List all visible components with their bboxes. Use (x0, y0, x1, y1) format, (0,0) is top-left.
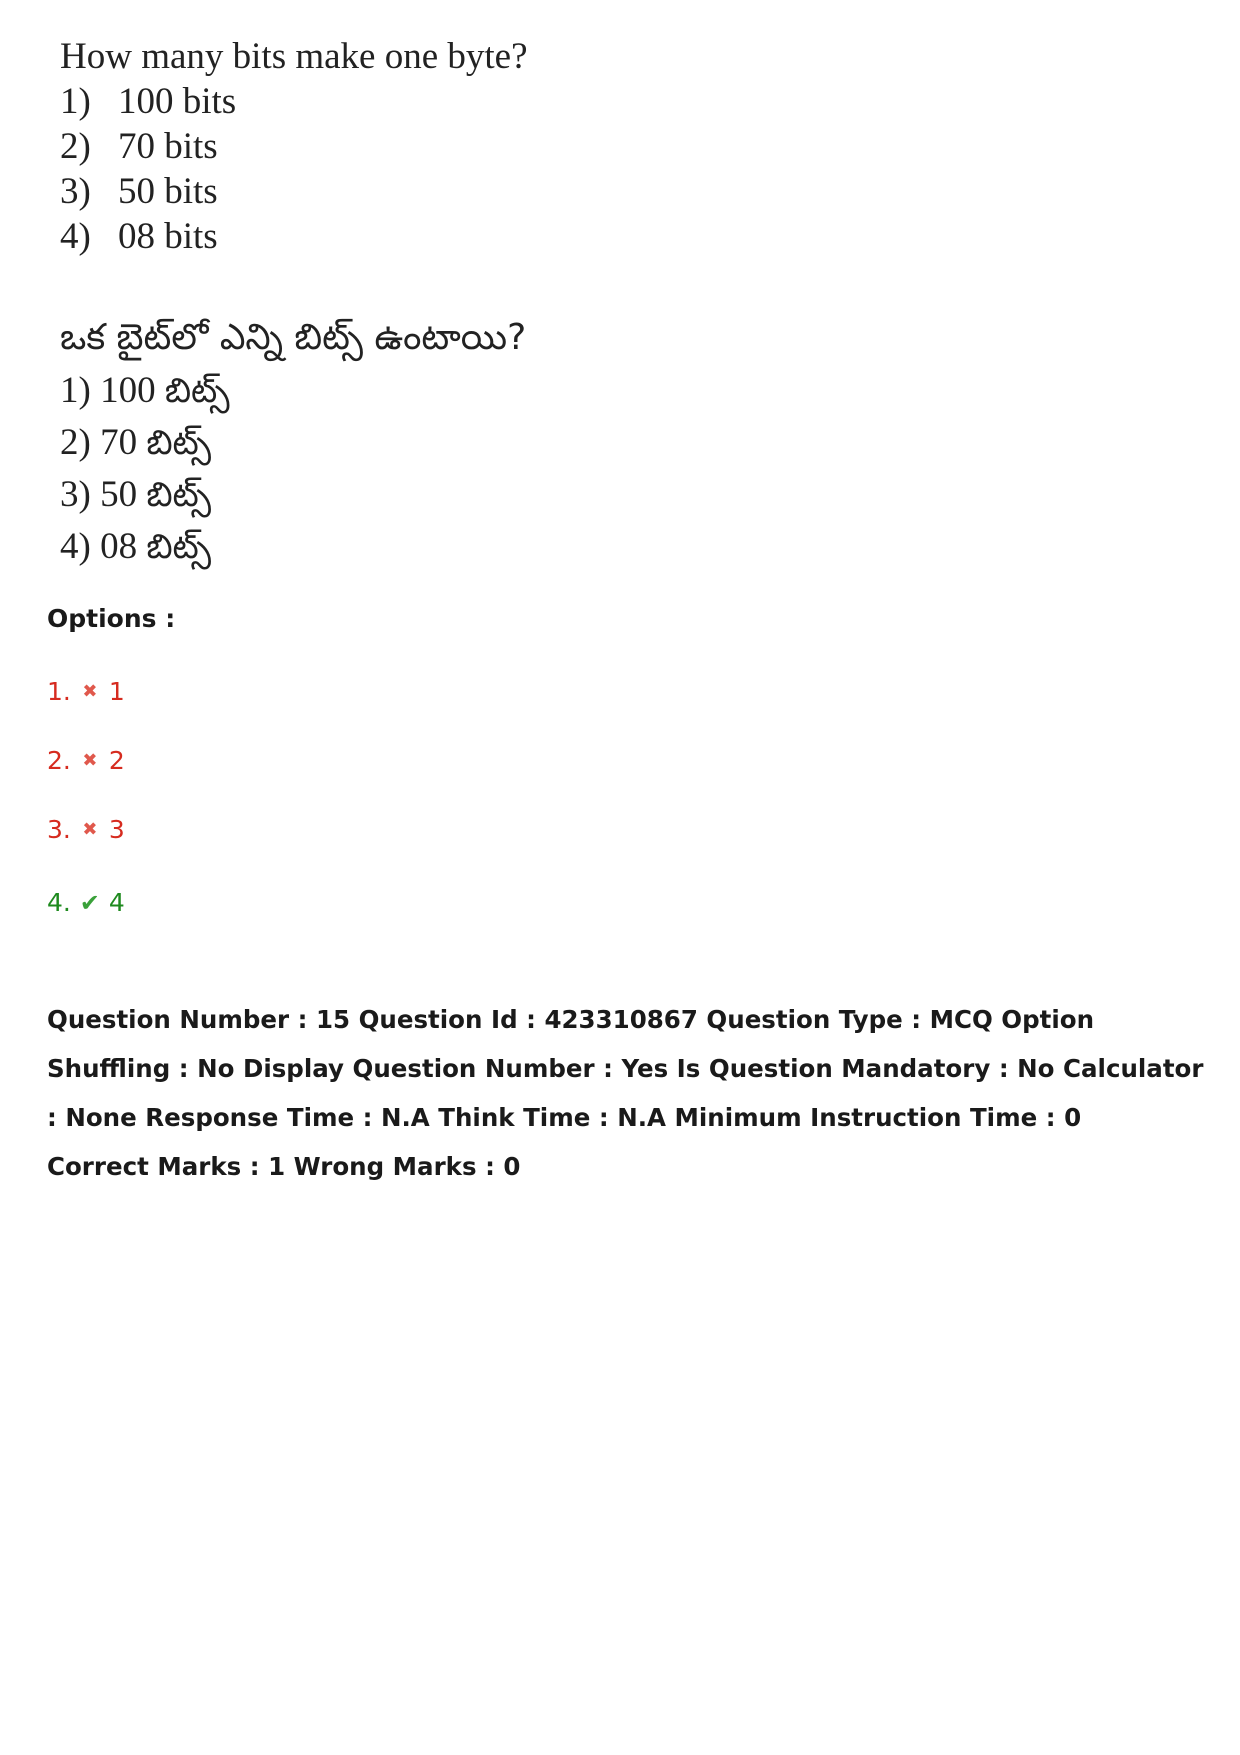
option-value: 2 (108, 746, 125, 775)
option-3 (47, 815, 125, 844)
english-options-list (56, 79, 676, 259)
question-text-english: How many bits make one byte? (60, 36, 528, 77)
marks-info: Correct Marks : 1 Wrong Marks : 0 (47, 1152, 521, 1181)
option-number: 3. (47, 815, 71, 844)
option-value: 1 (108, 677, 125, 706)
question-metadata: Question Number : 15 Question Id : 423310867 Question Type : MCQ Option Shuffling : No Display Question Number : Yes Is Question Mandatory : No Calculator : None Response Time : N.A Think Time : N.A Minimum Instruction Time : 0 (47, 1005, 1204, 1132)
cross-icon: ✖ (82, 750, 98, 771)
option-1 (47, 677, 125, 706)
telugu-options-list (56, 365, 676, 573)
option-number: 2. (47, 746, 71, 775)
telugu-option: 2) 70 బిట్స్ (60, 422, 212, 463)
check-icon: ✔ (79, 888, 100, 917)
option-value: 4 (108, 888, 125, 917)
option-2 (47, 746, 125, 775)
option-number: 4. (47, 888, 71, 917)
options-heading: Options : (47, 604, 176, 633)
telugu-option: 3) 50 బిట్స్ (60, 474, 212, 515)
english-option: 2) 70 bits (60, 126, 218, 167)
question-text-telugu: ఒక బైట్‌లో ఎన్ని బిట్స్ ఉంటాయి? (60, 317, 527, 358)
cross-icon: ✖ (82, 681, 98, 702)
english-option: 4) 08 bits (60, 216, 218, 257)
english-option: 3) 50 bits (60, 171, 218, 212)
option-value: 3 (108, 815, 125, 844)
english-option: 1) 100 bits (60, 81, 237, 122)
question-image (56, 34, 676, 573)
cross-icon: ✖ (82, 819, 98, 840)
telugu-option: 1) 100 బిట్స్ (60, 370, 230, 411)
telugu-option: 4) 08 బిట్స్ (60, 526, 212, 567)
option-4 (47, 888, 125, 917)
option-number: 1. (47, 677, 71, 706)
